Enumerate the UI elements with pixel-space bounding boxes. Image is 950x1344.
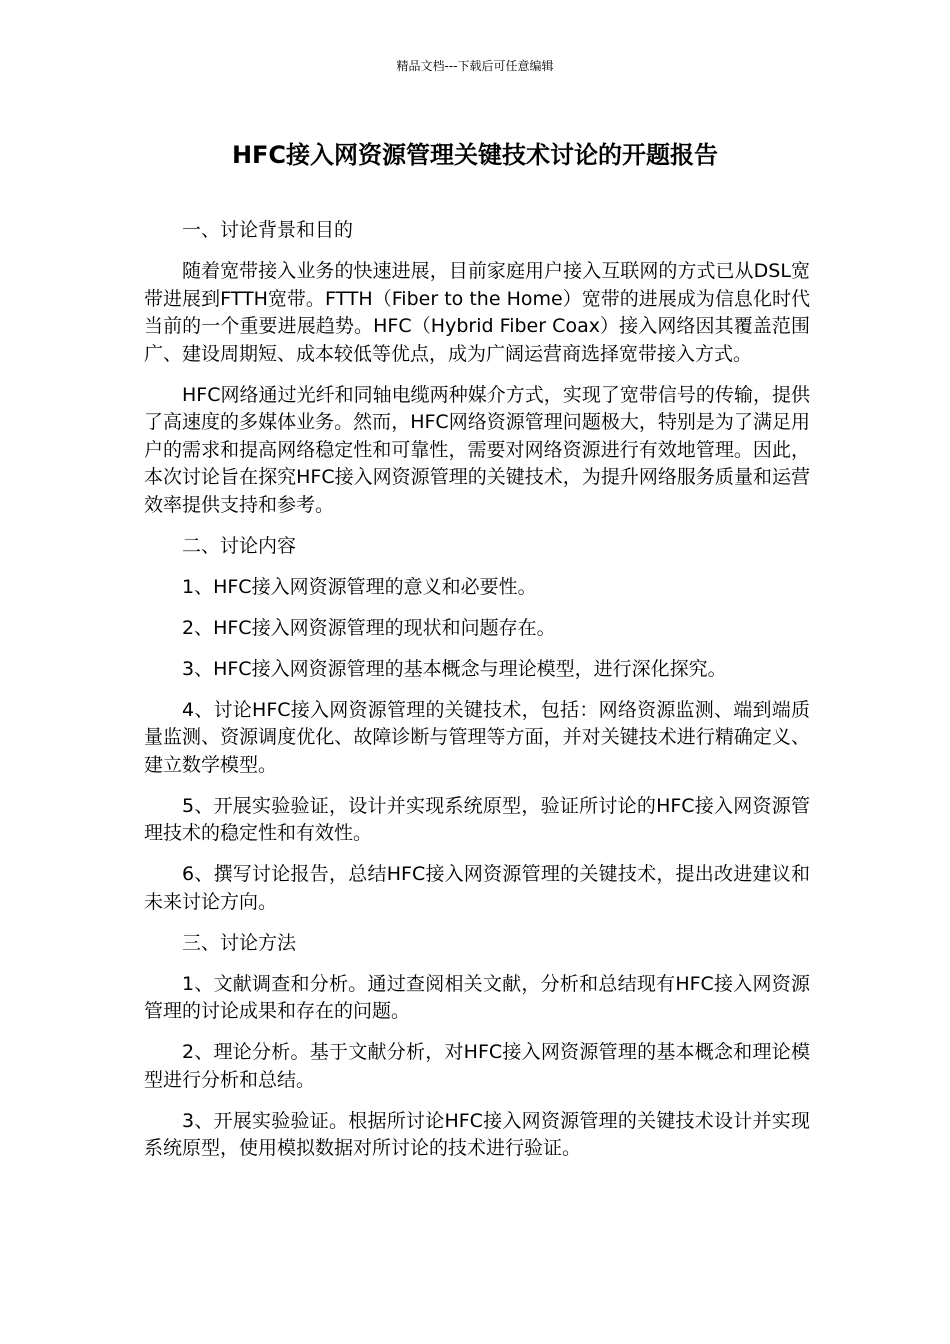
document-body	[144, 217, 810, 1176]
section-heading-background: 一、讨论背景和目的	[182, 219, 354, 241]
list-item: 2、理论分析。基于文献分析，对HFC接入网资源管理的基本概念和理论模型进行分析和总结。	[144, 1041, 810, 1091]
section-methods	[144, 930, 810, 1163]
list-item: 4、讨论HFC接入网资源管理的关键技术，包括：网络资源监测、端到端质量监测、资源调度优化、故障诊断与管理等方面，并对关键技术进行精确定义、建立数学模型。	[144, 698, 810, 776]
section-heading-content: 二、讨论内容	[182, 534, 297, 557]
list-item: 5、开展实验验证，设计并实现系统原型，验证所讨论的HFC接入网资源管理技术的稳定性和有效性。	[144, 794, 810, 844]
document-title: HFC接入网资源管理关键技术讨论的开题报告	[231, 141, 719, 169]
section-background	[144, 217, 810, 519]
list-item: 2、HFC接入网资源管理的现状和问题存在。	[182, 616, 556, 639]
list-item: 6、撰写讨论报告，总结HFC接入网资源管理的关键技术，提出改进建议和未来讨论方向。	[144, 863, 810, 913]
list-item: 3、开展实验验证。根据所讨论HFC接入网资源管理的关键技术设计并实现系统原型，使用模拟数据对所讨论的技术进行验证。	[144, 1109, 810, 1159]
list-item: 3、HFC接入网资源管理的基本概念与理论模型，进行深化探究。	[182, 657, 727, 680]
paragraph: 随着宽带接入业务的快速进展，目前家庭用户接入互联网的方式已从DSL宽带进展到FTTH宽带。FTTH（Fiber to the Home）宽带的进展成为信息化时代当前的一个重要进展趋势。HFC（Hybrid Fiber Coax）接入网络因其覆盖范围广、建设周期短、成本较低等优点，成为广阔运营商选择宽带接入方式。	[144, 260, 810, 365]
section-heading-methods: 三、讨论方法	[182, 931, 297, 954]
header-note: 精品文档---下载后可任意编辑	[396, 59, 554, 73]
list-item: 1、HFC接入网资源管理的意义和必要性。	[182, 575, 537, 598]
list-item: 1、文献调查和分析。通过查阅相关文献，分析和总结现有HFC接入网资源管理的讨论成果和存在的问题。	[144, 972, 810, 1022]
paragraph: HFC网络通过光纤和同轴电缆两种媒介方式，实现了宽带信号的传输，提供了高速度的多媒体业务。然而，HFC网络资源管理问题极大，特别是为了满足用户的需求和提高网络稳定性和可靠性，需要对网络资源进行有效地管理。因此，本次讨论旨在探究HFC接入网资源管理的关键技术，为提升网络服务质量和运营效率提供支持和参考。	[144, 383, 810, 516]
section-content	[144, 533, 810, 917]
